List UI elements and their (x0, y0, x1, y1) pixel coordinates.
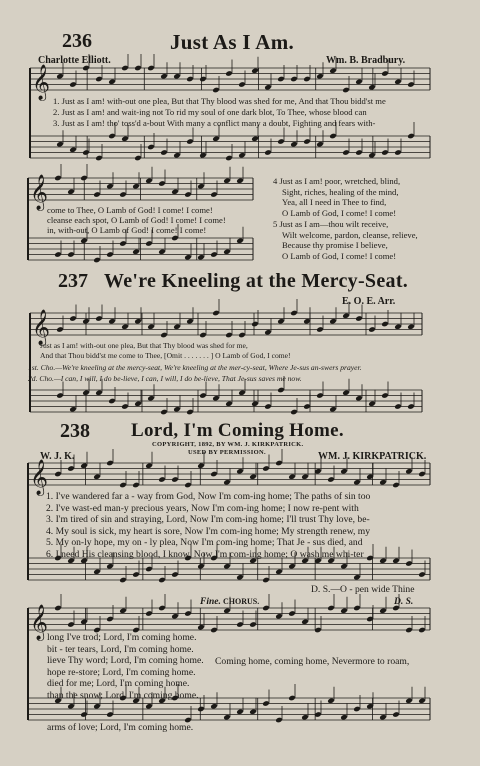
verse-4-line: 4 Just as I am! poor, wretched, blind, (273, 176, 401, 186)
ending-line: long I've trod; Lord, I'm coming home. (47, 632, 197, 643)
verse-line: 2. I've wast-ed man-y precious years, Now I'm com-ing home; I now re-pent with (46, 502, 359, 514)
verse-5-line: 5 Just as I am—thou wilt receive, (273, 219, 389, 229)
hymn-238-number: 238 (60, 420, 90, 442)
verse-4-line: Yea, all I need in Thee to find, (282, 197, 387, 208)
hymn-238-verses (46, 491, 370, 561)
svg-text:𝄞: 𝄞 (30, 460, 48, 495)
hymn-238-composer: WM. J. KIRKPATRICK. (318, 451, 427, 462)
hymn-236-number: 236 (62, 30, 92, 52)
verse-4-line: O Lamb of God, I come! I come! (282, 207, 397, 218)
hymn-237-line: And that Thou bidd'st me come to Thee, [Omit . . . . . . . ] O Lamb of God, I come! (40, 351, 291, 360)
hymn-238-lyricist: W. J. K. (40, 451, 75, 462)
hymn-238-ds-line: D. S.—O - pen wide Thine (311, 584, 415, 595)
hymn-237-chorus-1: 1st. Cho.—We're kneeling at the mercy-seat, We're kneeling at the mer-cy-seat, Where Je-sus an-swers prayer. (28, 363, 362, 372)
hymn-236-refrain-line: come to Thee, O Lamb of God! I come! I come! (47, 205, 213, 215)
hymn-238-chorus-text: Coming home, coming home, Nevermore to roam, (215, 656, 410, 667)
hymn-238-title: Lord, I'm Coming Home. (131, 420, 344, 441)
hymn-236-verse-4 (273, 176, 400, 218)
ds-mark: D. S. (394, 597, 414, 607)
hymn-236-lyricist: Charlotte Elliott. (38, 55, 111, 66)
verse-line: 4. My soul is sick, my heart is sore, Now I'm com-ing home; My strength renew, my (46, 525, 371, 537)
ending-line: than the snow; Lord, I'm coming home. (47, 689, 199, 701)
ending-line: hope re-store; Lord, I'm coming home. (47, 666, 196, 678)
hymn-236-refrain-line: cleanse each spot, O Lamb of God! I come! I come! (47, 215, 226, 225)
hymn-238-copyright: COPYRIGHT, 1892, BY WM. J. KIRKPATRICK. (152, 441, 304, 448)
hymn-237-line: Just as I am! with-out one plea, But that Thy blood was shed for me, (40, 341, 248, 350)
hymn-237-title: We're Kneeling at the Mercy-Seat. (104, 270, 409, 292)
verse-5-line: Wilt welcome, pardon, cleanse, relieve, (282, 229, 418, 240)
verse-4-line: Sight, riches, healing of the mind, (282, 186, 399, 197)
ending-line: lieve Thy word; Lord, I'm coming home. (47, 655, 204, 667)
ending-line: bit - ter tears, Lord, I'm coming home. (47, 643, 194, 655)
verse-line: 3. I'm tired of sin and straying, Lord, Now I'm com-ing home; I'll trust Thy love, be- (46, 514, 370, 526)
svg-text:𝄞: 𝄞 (32, 65, 50, 100)
verse-5-line: Because thy promise I believe, (282, 240, 388, 251)
hymn-236-verse-line: 2. Just as I am! and wait-ing not To rid my soul of one dark blot, To Thee, whose blood can (53, 107, 367, 117)
hymn-236-verse-line: 1. Just as I am! with-out one plea, But that Thy blood was shed for me, And that Thou bidd'st me (53, 96, 386, 106)
hymn-236-composer: Wm. B. Bradbury. (326, 55, 406, 66)
verse-line: 1. I've wandered far a - way from God, Now I'm com-ing home; The paths of sin too (46, 491, 371, 502)
hymn-238-final-line: arms of love; Lord, I'm coming home. (47, 722, 194, 733)
fine-mark: Fine. (200, 597, 221, 607)
svg-text:𝄞: 𝄞 (30, 605, 48, 640)
hymn-236-title: Just As I Am. (170, 30, 295, 54)
verse-5-line: O Lamb of God, I come! I come! (282, 250, 397, 261)
svg-text:𝄞: 𝄞 (30, 175, 48, 210)
ending-line: died for me; Lord, I'm coming home. (47, 678, 190, 690)
hymn-236-refrain-line: in, with-out, O Lamb of God! I come! I come! (47, 225, 207, 235)
hymn-237-chorus-2: 2d. Cho.—I can, I will, I do be-lieve, I can, I will, I do be-lieve, That Je-sus saves me now. (28, 374, 302, 383)
chorus-label: CHORUS. (223, 597, 260, 606)
hymn-238-endings (47, 632, 204, 702)
hymn-236-verse-line: 3. Just as I am! tho' toss'd a-bout With many a conflict many a doubt, Fighting and fears with- (53, 118, 376, 128)
hymn-237-number: 237 (58, 270, 88, 292)
hymn-236-verse-5 (273, 219, 418, 261)
verse-line: 6. I need His cleansing blood, I know, Now I'm com-ing home; O wash me whi-ter (46, 548, 364, 560)
hymn-238-permission: USED BY PERMISSION. (188, 449, 266, 456)
verse-line: 5. My on-ly hope, my on - ly plea, Now I'm com-ing home; That Je - sus died, and (46, 537, 363, 549)
svg-text:𝄞: 𝄞 (32, 310, 50, 345)
hymn-237-arranger: E. O. E. Arr. (342, 296, 396, 307)
